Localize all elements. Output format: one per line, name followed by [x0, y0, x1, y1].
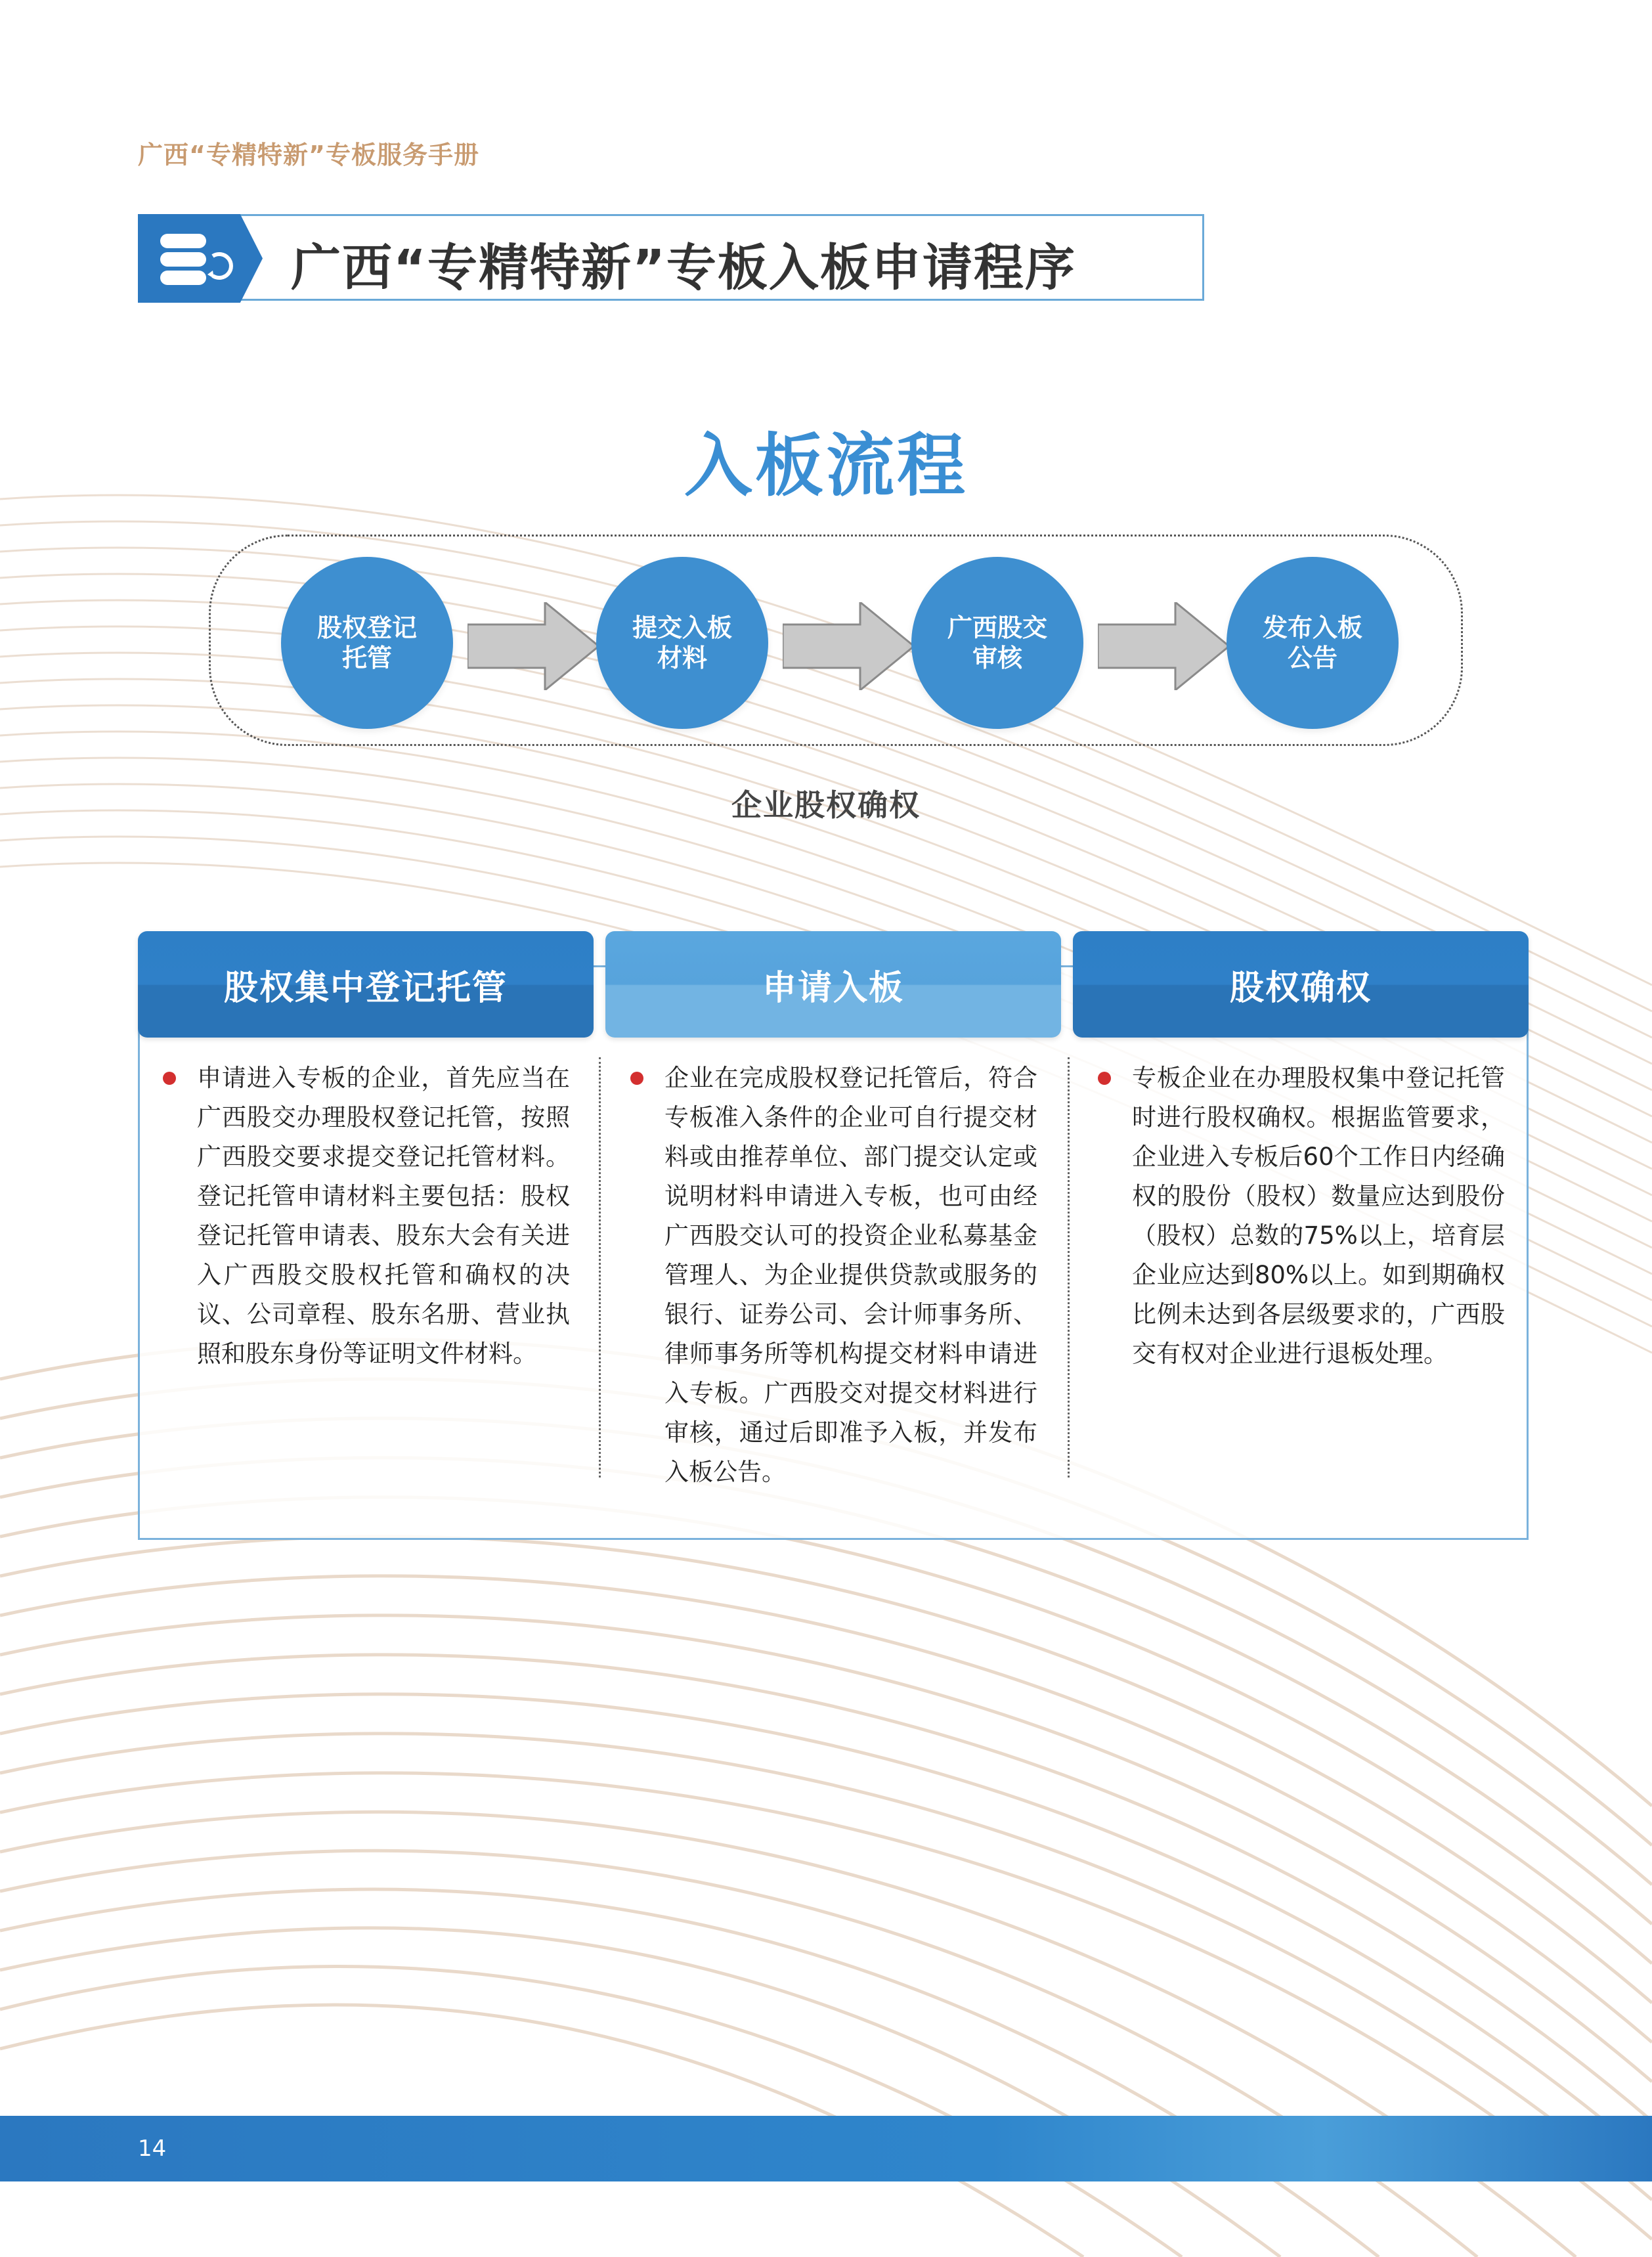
panel-1-title: 股权集中登记托管	[138, 931, 594, 1038]
panel-2-text: 企业在完成股权登记托管后，符合专板准入条件的企业可自行提交材料或由推荐单位、部门提交认定或说明材料申请进入专板，也可由经广西股交认可的投资企业私募基金管理人、为企业提供贷款或服务的银行、证券公司、会计师事务所、律师事务所等机构提交材料申请进入专板。广西股交对提交材料进行审核，通过后即准予入板，并发布入板公告。	[664, 1064, 1037, 1486]
flow-step-1-line1: 股权登记	[316, 613, 417, 642]
flow-caption: 企业股权确权	[731, 787, 921, 823]
bullet-icon	[630, 1072, 643, 1085]
flow-step-2-line2: 材料	[657, 644, 707, 672]
column-divider-1	[599, 1057, 601, 1478]
database-sync-icon	[155, 230, 234, 289]
flow-step-2-line1: 提交入板	[632, 613, 732, 642]
section-title-bar	[138, 214, 1204, 301]
flow-arrow-1	[467, 602, 599, 690]
flow-step-1	[281, 557, 453, 729]
footer-bar	[0, 2116, 1652, 2181]
column-divider-2	[1068, 1057, 1070, 1478]
flow-heading: 入板流程	[684, 426, 968, 506]
flow-arrow-2	[783, 602, 914, 690]
flow-step-4-line1: 发布入板	[1262, 613, 1362, 642]
panel-2-title: 申请入板	[605, 931, 1061, 1038]
running-header: 广西“专精特新”专板服务手册	[138, 141, 479, 169]
flow-step-2	[596, 557, 768, 729]
flow-step-3-line1: 广西股交	[947, 613, 1047, 642]
bullet-icon	[163, 1072, 176, 1085]
section-title: 广西“专精特新”专板入板申请程序	[291, 238, 1076, 297]
panel-1-text: 申请进入专板的企业，首先应当在广西股交办理股权登记托管，按照广西股交要求提交登记托管材料。登记托管申请材料主要包括：股权登记托管申请表、股东大会有关进入广西股交股权托管和确权的决议、公司章程、股东名册、营业执照和股东身份等证明文件材料。	[197, 1064, 570, 1368]
flow-arrow-3	[1098, 602, 1229, 690]
flow-step-1-line2: 托管	[341, 644, 392, 672]
title-icon-box	[138, 214, 263, 303]
flow-step-3	[911, 557, 1083, 729]
flow-step-4-line2: 公告	[1287, 644, 1337, 672]
panel-3-title: 股权确权	[1073, 931, 1529, 1038]
flow-step-3-line2: 审核	[972, 644, 1022, 672]
flow-step-4	[1227, 557, 1399, 729]
panel-3-text: 专板企业在办理股权集中登记托管时进行股权确权。根据监管要求，企业进入专板后60个工作日内经确权的股份（股权）数量应达到股份（股权）总数的75%以上，培育层企业应达到80%以上。如到期确权比例未达到各层级要求的，广西股交有权对企业进行退板处理。	[1132, 1064, 1505, 1368]
page-number: 14	[138, 2136, 167, 2162]
bullet-icon	[1098, 1072, 1111, 1085]
